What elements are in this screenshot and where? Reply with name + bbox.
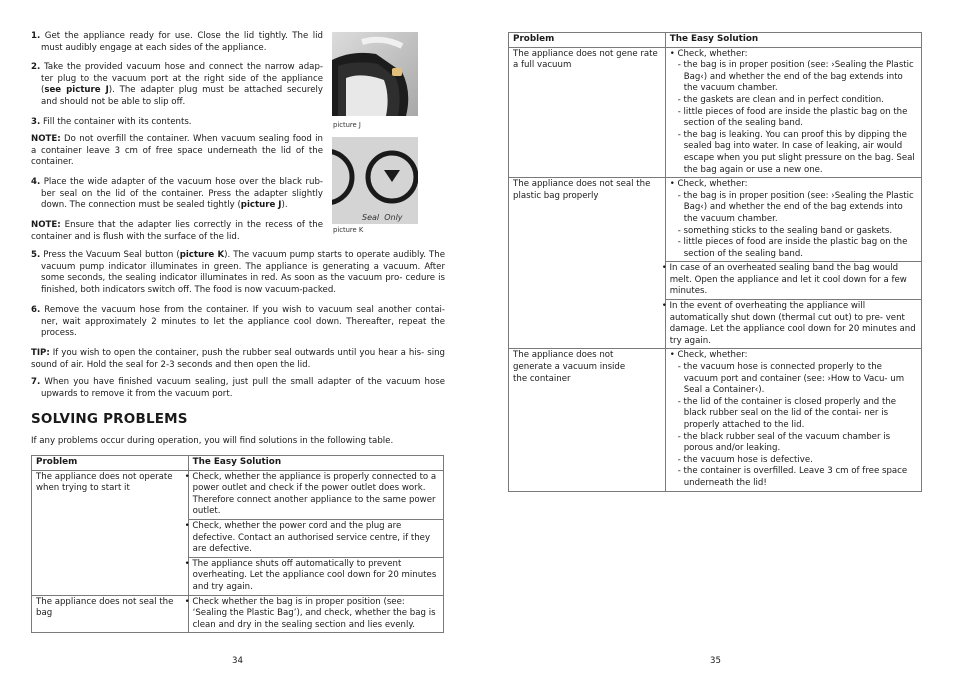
check-item: - the lid of the container is closed properly and the black rubber seal on the lid of the contai- ner is properly attached to the lid.: [677, 396, 897, 430]
step-6: 6. Remove the vacuum hose from the container. If you wish to vacuum seal another contai- ner, wait approximately 2 minutes to let the appliance cool down. Thereafter, repeat the process.: [31, 305, 445, 339]
table-row: [509, 47, 922, 178]
step-5: 5. Press the Vacuum Seal button (picture K). The vacuum pump starts to operate audibly. The vacuum pump indicator illuminates in green. The appliance is generating a vacuum. After some seconds, the sealing indicator illuminates in red. As soon as the vacuum pro- cedure is finished, both indicators switch off. The food is now vacuum-packed.: [31, 250, 445, 295]
problems-table-right: [508, 32, 922, 492]
check-item: - the container is overfilled. Leave 3 cm of free space underneath the lid!: [677, 466, 908, 488]
check-item: - the bag is in proper position (see: ›Sealing the Plastic Bag‹) and whether the end of the bag extends into the vacuum chamber.: [677, 190, 914, 224]
seal-only-button-illustration: [332, 137, 418, 224]
solution-cell: [665, 349, 921, 491]
solution-cell: • In case of an overheated sealing band the bag would melt. Open the appliance and let it cool down for a few minutes.: [665, 262, 921, 300]
picture-j-photo: [332, 32, 418, 116]
seal-only-label: Seal Only: [362, 213, 403, 222]
check-item: - the bag is in proper position (see: ›Sealing the Plastic Bag‹) and whether the end of the bag extends into the vacuum chamber.: [677, 60, 914, 94]
picture-k-caption: picture K: [333, 226, 364, 234]
check-item: - little pieces of food are inside the plastic bag on the section of the sealing band.: [677, 237, 908, 259]
picture-j-caption: picture J: [333, 121, 361, 129]
header-problem: Problem: [509, 33, 666, 48]
solution-cell: [665, 47, 921, 178]
vacuum-port-illustration: [332, 32, 418, 116]
solution-cell: • Check whether the bag is in proper position (see: ‘Sealing the Plastic Bag’), and check, whether the bag is clean and dry in the sealing section and lies evenly.: [188, 595, 443, 633]
check-item: - the gaskets are clean and in perfect condition.: [677, 94, 884, 105]
step-3: 3. Fill the container with its contents.: [31, 117, 192, 127]
problem-cell: The appliance does not seal the bag: [32, 595, 189, 633]
check-item: - something sticks to the sealing band or gaskets.: [677, 225, 893, 236]
table-header-row: [32, 456, 444, 471]
problems-table-left: [31, 455, 444, 633]
check-line: • Check, whether:: [669, 48, 748, 59]
check-item: - the black rubber seal of the vacuum chamber is porous and/or leaking.: [677, 431, 891, 454]
solution-cell: • Check, whether the power cord and the plug are defective. Contact an authorised service centre, if they are defective.: [188, 519, 443, 557]
header-solution: The Easy Solution: [665, 33, 921, 48]
step-4: 4. Place the wide adapter of the vacuum hose over the black rub- ber seal on the lid of the container. Press the adapter slightly down. The connection must be sealed tightly (picture J).: [31, 177, 323, 211]
step-7: 7. When you have finished vacuum sealing, just pull the small adapter of the vacuum hose upwards to remove it from the vacuum port.: [31, 377, 445, 399]
table-row: [509, 178, 922, 262]
solution-cell: • Check, whether the appliance is properly connected to a power outlet and check if the power outlet does work. Therefore connect another appliance to the same power outlet.: [188, 470, 443, 519]
picture-k-photo: [332, 137, 418, 224]
step-1: 1. Get the appliance ready for use. Close the lid tightly. The lid must audibly engage at each sides of the appliance.: [31, 31, 323, 53]
solution-cell: • In the event of overheating the appliance will automatically shut down (thermal cut out) to pre- vent damage. Let the appliance cool down for 20 minutes and try again.: [665, 300, 921, 349]
page-number: 34: [232, 656, 243, 666]
solution-cell: [665, 178, 921, 262]
right-page: [477, 0, 954, 677]
table-row: [32, 595, 444, 633]
problem-cell: The appliance does not operate when trying to start it: [32, 470, 189, 595]
page-number: 35: [710, 656, 721, 666]
problem-cell: The appliance does not seal the plastic bag properly: [509, 178, 666, 349]
check-item: - the bag is leaking. You can proof this by dipping the sealed bag into water. In case of leaking, air would escape when you put slight pressure on the bag. Seal the bag again or use a new one.: [677, 129, 915, 175]
table-row: [509, 349, 922, 491]
header-problem: Problem: [32, 456, 189, 471]
header-solution: The Easy Solution: [188, 456, 443, 471]
solution-cell: • The appliance shuts off automatically to prevent overheating. Let the appliance cool down for 20 minutes and try again.: [188, 557, 443, 595]
tip: TIP: If you wish to open the container, push the rubber seal outwards until you hear a his- sing sound of air. Hold the seal for 2-3 seconds and then open the lid.: [31, 348, 445, 370]
note-2: NOTE: Ensure that the adapter lies correctly in the recess of the container and is flush with the surface of the lid.: [31, 220, 323, 242]
check-line: • Check, whether:: [669, 179, 748, 190]
table-header-row: [509, 33, 922, 48]
check-item: - little pieces of food are inside the plastic bag on the section of the sealing band.: [677, 106, 908, 129]
section-intro: If any problems occur during operation, you will find solutions in the following table.: [31, 436, 394, 446]
problem-cell: The appliance does not generate a vacuum inside the container: [509, 349, 666, 491]
problem-cell: The appliance does not gene rate a full vacuum: [509, 47, 666, 178]
check-item: - the vacuum hose is defective.: [677, 454, 813, 465]
section-title: SOLVING PROBLEMS: [31, 411, 188, 427]
step-2: 2. Take the provided vacuum hose and connect the narrow adap- ter plug to the vacuum port at the right side of the appliance (see picture J). The adapter plug must be attached securely and should not be able to slip off.: [31, 62, 323, 107]
check-item: - the vacuum hose is connected properly to the vacuum port and container (see: ›How to Vacu- um Seal a Container‹).: [677, 362, 905, 396]
table-row: [32, 470, 444, 519]
note-1: NOTE: Do not overfill the container. When vacuum sealing food in a container leave 3 cm of free space underneath the lid of the container.: [31, 134, 323, 168]
check-line: • Check, whether:: [669, 350, 748, 361]
